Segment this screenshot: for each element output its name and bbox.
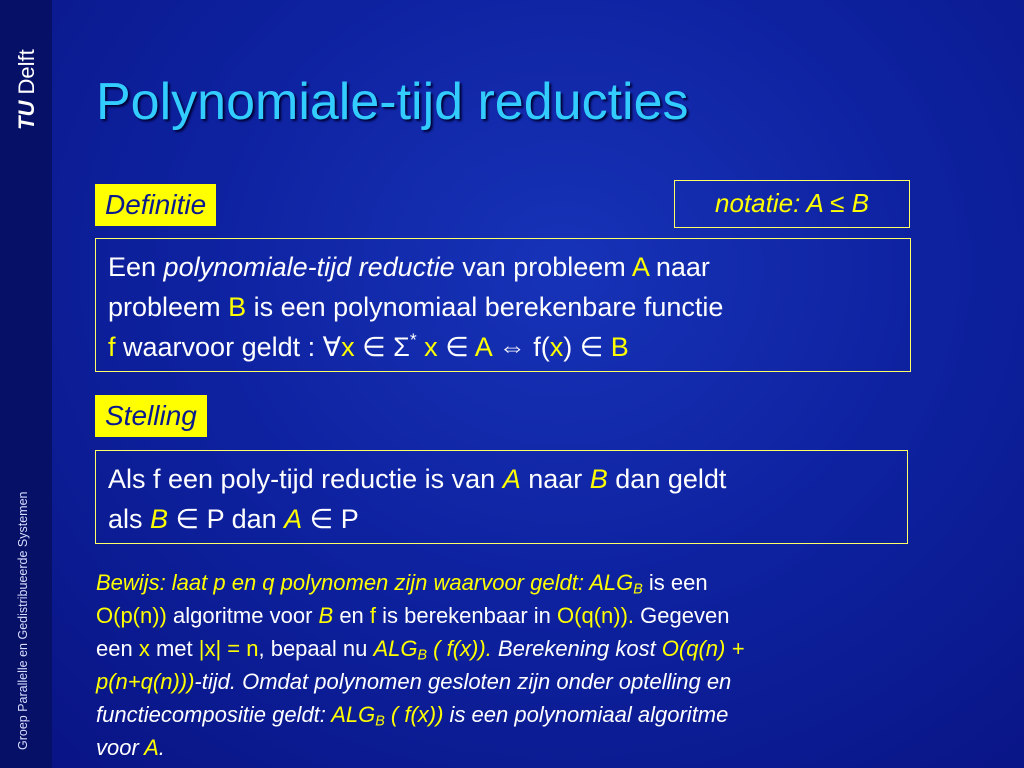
definition-line-1: Een polynomiale-tijd reductie van probleem A naar [108, 252, 710, 282]
definition-line-2: probleem B is een polynomiaal berekenbare functie [108, 292, 724, 322]
proof-line-3: een x met |x| = n, bepaal nu $ALG_B$ ( f(x)). Berekening kost O(q(n) + [96, 636, 745, 664]
tu-delft-logo [14, 12, 40, 132]
slide-title: Polynomiale-tijd reducties [96, 73, 689, 131]
definition-line-3: f waarvoor geldt : ∀x ∈ Σ* x ∈ A ⇔ f(x) ∈ B [108, 329, 629, 362]
proof-line-6: voor A. [96, 735, 165, 760]
group-name [14, 425, 34, 755]
proof-paragraph [96, 566, 956, 764]
theorem-box [95, 450, 908, 544]
proof-line-2: O(p(n)) algoritme voor B en f is berekenbaar in O(q(n)). Gegeven [96, 603, 730, 628]
theorem-line-1: Als f een poly-tijd reductie is van A naar B dan geldt [108, 464, 727, 494]
group-name-text: Groep Parallelle en Gedistribueerde Systemen [16, 491, 30, 750]
theorem-label: Stelling [95, 395, 207, 437]
theorem-line-2: als B ∈ P dan A ∈ P [108, 504, 359, 534]
sidebar [0, 0, 52, 768]
logo-delft: Delft [14, 49, 39, 95]
proof-line-5: functiecompositie geldt: $ALG_B$ ( f(x)) is een polynomiaal algoritme [96, 702, 729, 730]
proof-line-1: Bewijs: laat p en q polynomen zijn waarvoor geldt: $ALG_B$ is een [96, 570, 708, 598]
proof-line-4: p(n+q(n)))-tijd. Omdat polynomen gesloten zijn onder optelling en [96, 669, 732, 694]
definition-box [95, 238, 911, 372]
logo-tu: TU [14, 100, 39, 130]
notation-box: notatie: A ≤ B [674, 180, 910, 228]
definition-label: Definitie [95, 184, 216, 226]
